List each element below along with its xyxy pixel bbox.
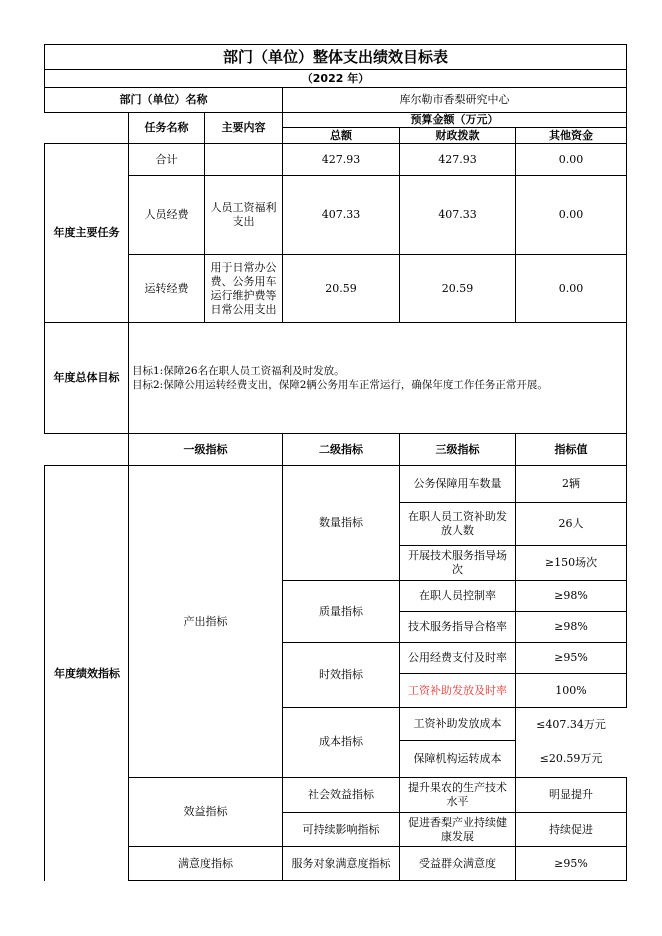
budget-row-name: 人员经费 [128, 175, 205, 255]
indicator-value: 明显提升 [515, 777, 627, 813]
indicator-name: 工资补助发放成本 [399, 707, 516, 741]
indicator-value: 持续促进 [515, 812, 627, 847]
indicator-name: 促进香梨产业持续健康发展 [399, 812, 516, 847]
service-satisfaction-label: 服务对象满意度指标 [282, 846, 400, 881]
year-label: （2022 年） [44, 69, 627, 88]
indicator-name: 开展技术服务指导场次 [399, 545, 516, 581]
budget-amount-header: 预算金额（万元） [282, 112, 627, 128]
indicator-value: ≥98% [515, 611, 627, 643]
budget-row-total: 407.33 [282, 175, 400, 255]
indicator-name: 在职人员工资补助发放人数 [399, 502, 516, 546]
level2-header: 二级指标 [282, 433, 400, 466]
output-indicator-label: 产出指标 [128, 465, 283, 778]
task-name-header: 任务名称 [128, 112, 205, 144]
indicator-name: 保障机构运转成本 [399, 740, 516, 778]
budget-row-other: 0.00 [515, 175, 627, 255]
quality-indicator-label: 质量指标 [282, 580, 400, 643]
indicator-name: 受益群众满意度 [399, 846, 516, 881]
indicator-value: ≥150场次 [515, 545, 627, 581]
budget-row-name: 运转经费 [128, 254, 205, 323]
other-funds-header: 其他资金 [515, 127, 627, 144]
indicator-value: ≥95% [515, 846, 627, 881]
budget-row-content: 人员工资福利支出 [204, 175, 283, 255]
level1-header: 一级指标 [128, 433, 283, 466]
budget-row-content: 用于日常办公费、公务用车运行维护费等日常公用支出 [204, 254, 283, 323]
indicator-value: ≤407.34万元 [515, 707, 627, 741]
page-title: 部门（单位）整体支出绩效目标表 [44, 44, 627, 70]
dept-name: 库尔勒市香梨研究中心 [282, 87, 627, 113]
indicator-value: 2辆 [515, 465, 627, 503]
indicator-name: 公务保障用车数量 [399, 465, 516, 503]
fiscal-header: 财政拨款 [399, 127, 516, 144]
budget-row-other: 0.00 [515, 254, 627, 323]
cost-indicator-label: 成本指标 [282, 707, 400, 778]
indicator-value: 26人 [515, 502, 627, 546]
satisfaction-indicator-label: 满意度指标 [128, 846, 283, 881]
main-content-header: 主要内容 [204, 112, 283, 144]
indicator-value: ≤20.59万元 [515, 740, 627, 778]
budget-row-total: 20.59 [282, 254, 400, 323]
budget-row-fiscal: 427.93 [399, 143, 516, 176]
annual-tasks-label: 年度主要任务 [44, 143, 129, 323]
indicator-value: ≥98% [515, 580, 627, 612]
social-benefit-label: 社会效益指标 [282, 777, 400, 813]
annual-goal-label: 年度总体目标 [44, 322, 129, 434]
indicator-name: 在职人员控制率 [399, 580, 516, 612]
timeliness-indicator-label: 时效指标 [282, 642, 400, 708]
dept-label: 部门（单位）名称 [44, 87, 283, 113]
budget-row-total: 427.93 [282, 143, 400, 176]
value-header: 指标值 [515, 433, 627, 466]
budget-row-other: 0.00 [515, 143, 627, 176]
quantity-indicator-label: 数量指标 [282, 465, 400, 581]
budget-row-name: 合计 [128, 143, 205, 176]
budget-row-content [204, 143, 283, 176]
budget-row-fiscal: 20.59 [399, 254, 516, 323]
indicator-name: 技术服务指导合格率 [399, 611, 516, 643]
annual-performance-label: 年度绩效指标 [44, 465, 129, 881]
benefit-indicator-label: 效益指标 [128, 777, 283, 847]
indicator-name: 提升果农的生产技术水平 [399, 777, 516, 813]
level3-header: 三级指标 [399, 433, 516, 466]
budget-row-fiscal: 407.33 [399, 175, 516, 255]
indicator-value: 100% [515, 673, 627, 708]
annual-goal-text: 目标1:保障26名在职人员工资福利及时发放。 目标2:保障公用运转经费支出，保障2辆公务用车正常运行，确保年度工作任务正常开展。 [128, 322, 627, 434]
indicator-name: 工资补助发放及时率 [399, 673, 516, 708]
indicator-name: 公用经费支付及时率 [399, 642, 516, 674]
sustainable-impact-label: 可持续影响指标 [282, 812, 400, 847]
total-header: 总额 [282, 127, 400, 144]
indicator-value: ≥95% [515, 642, 627, 674]
